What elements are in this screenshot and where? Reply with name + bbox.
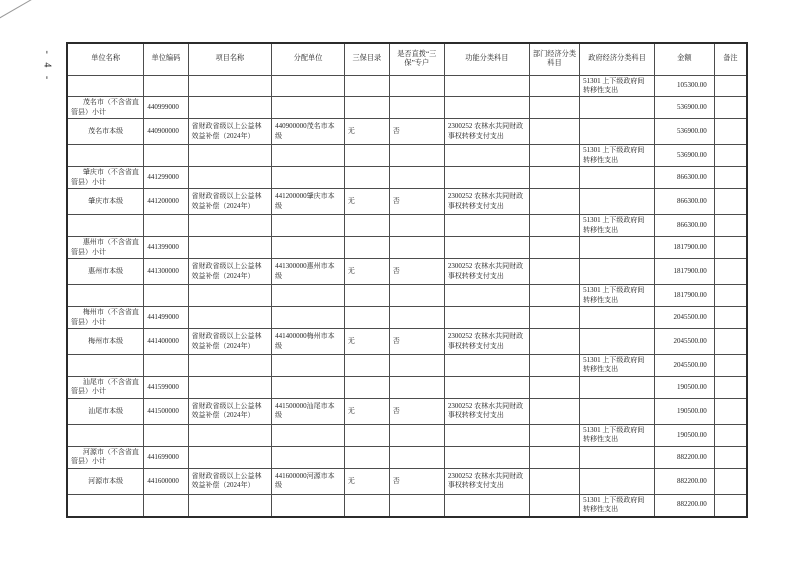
table-header-row <box>67 43 747 75</box>
table-cell: 无 <box>344 189 389 215</box>
table-cell <box>344 97 389 119</box>
column-header-5: 是否直拨“三保”专户 <box>389 43 444 75</box>
table-cell: 51301 上下级政府间转移性支出 <box>580 494 655 516</box>
table-cell <box>529 494 579 516</box>
table-cell <box>714 119 747 145</box>
table-cell: 441200000 <box>144 189 188 215</box>
table-cell <box>444 307 529 329</box>
table-cell <box>580 167 655 189</box>
table-cell <box>188 446 272 468</box>
table-cell <box>714 145 747 167</box>
table-cell <box>444 376 529 398</box>
table-cell <box>344 285 389 307</box>
table-cell <box>444 237 529 259</box>
table-cell <box>67 75 144 97</box>
table-cell: 51301 上下级政府间转移性支出 <box>580 355 655 377</box>
table-cell <box>344 145 389 167</box>
table-cell: 省财政省级以上公益林效益补偿（2024年） <box>188 398 272 424</box>
table-cell <box>714 494 747 516</box>
table-cell <box>580 119 655 145</box>
table-cell <box>444 355 529 377</box>
table-row-subtotal <box>67 237 747 259</box>
table-cell: 梅州市（不含省直管县）小计 <box>67 307 144 329</box>
table-cell <box>580 307 655 329</box>
table-cell: 441299000 <box>144 167 188 189</box>
table-cell <box>344 307 389 329</box>
table-cell: 省财政省级以上公益林效益补偿（2024年） <box>188 259 272 285</box>
table-cell <box>144 215 188 237</box>
table-cell: 茂名市本级 <box>67 119 144 145</box>
table-cell: 882200.00 <box>654 468 714 494</box>
table-cell <box>344 237 389 259</box>
table-cell <box>188 97 272 119</box>
table-cell <box>529 167 579 189</box>
table-cell: 441300000惠州市本级 <box>272 259 345 285</box>
table-cell <box>444 167 529 189</box>
table-row-transfer <box>67 424 747 446</box>
table-cell <box>714 237 747 259</box>
table-cell <box>580 376 655 398</box>
table-cell: 441699000 <box>144 446 188 468</box>
table-cell <box>580 97 655 119</box>
table-cell <box>529 446 579 468</box>
table-cell: 441600000河源市本级 <box>272 468 345 494</box>
table-row-transfer <box>67 494 747 516</box>
table-cell <box>272 167 345 189</box>
table-cell: 无 <box>344 259 389 285</box>
table-cell <box>272 494 345 516</box>
table-cell: 汕尾市（不含省直管县）小计 <box>67 376 144 398</box>
table-cell <box>529 329 579 355</box>
table-cell <box>188 75 272 97</box>
table-cell <box>529 355 579 377</box>
table-cell: 441499000 <box>144 307 188 329</box>
table-cell: 梅州市本级 <box>67 329 144 355</box>
table-cell <box>67 355 144 377</box>
table-row-transfer <box>67 285 747 307</box>
table-cell: 190500.00 <box>654 424 714 446</box>
table-row-transfer <box>67 215 747 237</box>
table-cell <box>144 285 188 307</box>
table-row-subtotal <box>67 376 747 398</box>
table-cell <box>714 424 747 446</box>
table-cell <box>389 75 444 97</box>
table-cell <box>344 446 389 468</box>
table-cell <box>714 468 747 494</box>
table-row-detail <box>67 259 747 285</box>
table-cell: 省财政省级以上公益林效益补偿（2024年） <box>188 189 272 215</box>
table-cell <box>188 145 272 167</box>
table-cell <box>714 259 747 285</box>
table-cell <box>188 376 272 398</box>
table-cell: 441400000 <box>144 329 188 355</box>
table-cell: 441300000 <box>144 259 188 285</box>
table-cell: 51301 上下级政府间转移性支出 <box>580 285 655 307</box>
table-cell: 惠州市本级 <box>67 259 144 285</box>
table-cell <box>529 237 579 259</box>
table-row-detail <box>67 189 747 215</box>
table-cell <box>529 424 579 446</box>
page-number: - 4 - <box>41 50 53 83</box>
column-header-2: 项目名称 <box>188 43 272 75</box>
table-row-detail <box>67 468 747 494</box>
table-cell <box>272 355 345 377</box>
table-cell: 1817900.00 <box>654 237 714 259</box>
table-cell: 否 <box>389 259 444 285</box>
table-cell <box>344 376 389 398</box>
table-cell <box>714 215 747 237</box>
table-cell <box>144 355 188 377</box>
table-cell: 866300.00 <box>654 215 714 237</box>
table-row-subtotal <box>67 97 747 119</box>
table-cell: 2300252 农林水共同财政事权转移支付支出 <box>444 119 529 145</box>
table-cell: 无 <box>344 468 389 494</box>
table-cell: 惠州市（不含省直管县）小计 <box>67 237 144 259</box>
column-header-10: 备注 <box>714 43 747 75</box>
budget-table <box>66 42 748 518</box>
table-cell <box>144 494 188 516</box>
column-header-6: 功能分类科目 <box>444 43 529 75</box>
table-cell <box>714 97 747 119</box>
column-header-1: 单位编码 <box>144 43 188 75</box>
table-cell: 否 <box>389 468 444 494</box>
table-cell: 441600000 <box>144 468 188 494</box>
table-cell: 51301 上下级政府间转移性支出 <box>580 215 655 237</box>
table-cell <box>444 494 529 516</box>
table-cell <box>188 215 272 237</box>
table-cell: 441599000 <box>144 376 188 398</box>
table-cell: 河源市本级 <box>67 468 144 494</box>
table-cell <box>344 215 389 237</box>
table-cell: 536900.00 <box>654 119 714 145</box>
table-cell <box>580 468 655 494</box>
table-cell <box>714 285 747 307</box>
table-cell: 190500.00 <box>654 398 714 424</box>
table-cell: 536900.00 <box>654 97 714 119</box>
column-header-0: 单位名称 <box>67 43 144 75</box>
table-cell: 2300252 农林水共同财政事权转移支付支出 <box>444 329 529 355</box>
table-cell <box>529 119 579 145</box>
table-cell <box>714 398 747 424</box>
table-row-subtotal <box>67 307 747 329</box>
table-row-transfer <box>67 355 747 377</box>
table-cell <box>444 424 529 446</box>
table-cell <box>714 376 747 398</box>
table-cell <box>444 145 529 167</box>
table-cell: 440900000 <box>144 119 188 145</box>
table-cell <box>188 285 272 307</box>
table-cell <box>272 75 345 97</box>
table-cell: 省财政省级以上公益林效益补偿（2024年） <box>188 119 272 145</box>
table-cell <box>389 424 444 446</box>
table-row-detail <box>67 119 747 145</box>
table-cell: 441500000汕尾市本级 <box>272 398 345 424</box>
table-row-detail <box>67 329 747 355</box>
table-cell: 1817900.00 <box>654 259 714 285</box>
table-cell <box>529 376 579 398</box>
table-cell: 866300.00 <box>654 167 714 189</box>
table-cell <box>144 424 188 446</box>
table-cell <box>444 215 529 237</box>
table-cell <box>714 167 747 189</box>
table-cell: 2300252 农林水共同财政事权转移支付支出 <box>444 259 529 285</box>
table-cell <box>529 145 579 167</box>
table-cell <box>529 75 579 97</box>
table-cell <box>272 145 345 167</box>
table-cell <box>529 398 579 424</box>
table-cell <box>389 145 444 167</box>
table-cell: 51301 上下级政府间转移性支出 <box>580 424 655 446</box>
table-cell <box>272 215 345 237</box>
table-cell: 51301 上下级政府间转移性支出 <box>580 145 655 167</box>
table-cell <box>580 446 655 468</box>
table-cell <box>272 307 345 329</box>
table-cell: 茂名市（不含省直管县）小计 <box>67 97 144 119</box>
table-cell <box>389 307 444 329</box>
table-cell <box>67 494 144 516</box>
table-cell: 无 <box>344 398 389 424</box>
table-cell <box>188 237 272 259</box>
table-cell: 无 <box>344 329 389 355</box>
table-cell: 河源市（不含省直管县）小计 <box>67 446 144 468</box>
table-row-subtotal <box>67 446 747 468</box>
table-cell: 536900.00 <box>654 145 714 167</box>
table-cell <box>144 145 188 167</box>
table-cell <box>389 237 444 259</box>
table-cell: 882200.00 <box>654 494 714 516</box>
table-cell <box>188 167 272 189</box>
table-cell <box>389 446 444 468</box>
table-cell: 441399000 <box>144 237 188 259</box>
table-cell <box>389 97 444 119</box>
column-header-4: 三保目录 <box>344 43 389 75</box>
table-cell <box>580 329 655 355</box>
table-cell: 省财政省级以上公益林效益补偿（2024年） <box>188 329 272 355</box>
table-cell: 无 <box>344 119 389 145</box>
table-cell <box>344 75 389 97</box>
table-cell <box>272 446 345 468</box>
table-cell: 441400000梅州市本级 <box>272 329 345 355</box>
table-row-transfer <box>67 75 747 97</box>
table-cell <box>188 494 272 516</box>
table-cell <box>529 307 579 329</box>
table-cell <box>344 167 389 189</box>
table-cell: 1817900.00 <box>654 285 714 307</box>
table-cell <box>714 446 747 468</box>
table-cell: 441200000肇庆市本级 <box>272 189 345 215</box>
table-cell <box>529 189 579 215</box>
column-header-9: 金额 <box>654 43 714 75</box>
table-cell <box>714 355 747 377</box>
table-cell <box>344 494 389 516</box>
table-cell <box>272 376 345 398</box>
table-cell <box>272 237 345 259</box>
table-cell <box>344 355 389 377</box>
table-cell <box>714 75 747 97</box>
scan-edge-artifact <box>0 0 35 20</box>
table-cell <box>529 259 579 285</box>
table-cell <box>389 494 444 516</box>
table-cell <box>67 145 144 167</box>
table-cell <box>389 355 444 377</box>
table-cell <box>444 446 529 468</box>
table-cell: 否 <box>389 329 444 355</box>
table-cell: 190500.00 <box>654 376 714 398</box>
table-body <box>67 75 747 517</box>
table-cell <box>344 424 389 446</box>
column-header-7: 部门经济分类科目 <box>529 43 579 75</box>
table-cell <box>188 424 272 446</box>
table-cell: 2300252 农林水共同财政事权转移支付支出 <box>444 468 529 494</box>
table-cell <box>144 75 188 97</box>
table-cell <box>67 424 144 446</box>
table-cell: 肇庆市（不含省直管县）小计 <box>67 167 144 189</box>
table-cell <box>188 307 272 329</box>
table-cell: 否 <box>389 398 444 424</box>
table-cell: 882200.00 <box>654 446 714 468</box>
table-cell: 2300252 农林水共同财政事权转移支付支出 <box>444 398 529 424</box>
table-cell <box>529 97 579 119</box>
table-cell <box>529 215 579 237</box>
table-cell <box>444 97 529 119</box>
table-row-subtotal <box>67 167 747 189</box>
table-cell <box>714 329 747 355</box>
table-cell: 省财政省级以上公益林效益补偿（2024年） <box>188 468 272 494</box>
table-cell: 2045500.00 <box>654 329 714 355</box>
table-cell <box>580 189 655 215</box>
table-cell <box>580 259 655 285</box>
table-cell: 汕尾市本级 <box>67 398 144 424</box>
table-cell: 105300.00 <box>654 75 714 97</box>
table-cell <box>67 215 144 237</box>
table-cell <box>272 285 345 307</box>
table-cell <box>714 307 747 329</box>
table-cell: 2045500.00 <box>654 355 714 377</box>
table-cell: 否 <box>389 189 444 215</box>
table-cell <box>529 285 579 307</box>
table-cell <box>389 285 444 307</box>
table-cell <box>444 285 529 307</box>
table-cell: 51301 上下级政府间转移性支出 <box>580 75 655 97</box>
column-header-3: 分配单位 <box>272 43 345 75</box>
table-cell <box>188 355 272 377</box>
table-cell <box>389 215 444 237</box>
table-row-detail <box>67 398 747 424</box>
table-cell: 2300252 农林水共同财政事权转移支付支出 <box>444 189 529 215</box>
table-cell <box>714 189 747 215</box>
table-cell: 441500000 <box>144 398 188 424</box>
table-cell: 肇庆市本级 <box>67 189 144 215</box>
table-cell <box>67 285 144 307</box>
table-cell <box>272 424 345 446</box>
table-cell: 440999000 <box>144 97 188 119</box>
table-cell: 2045500.00 <box>654 307 714 329</box>
table-cell <box>529 468 579 494</box>
table-cell <box>444 75 529 97</box>
table-cell: 否 <box>389 119 444 145</box>
column-header-8: 政府经济分类科目 <box>580 43 655 75</box>
table-row-transfer <box>67 145 747 167</box>
table-cell <box>580 398 655 424</box>
table-cell <box>389 167 444 189</box>
table-cell <box>272 97 345 119</box>
table-cell: 866300.00 <box>654 189 714 215</box>
table-cell <box>389 376 444 398</box>
table-cell <box>580 237 655 259</box>
table-cell: 440900000茂名市本级 <box>272 119 345 145</box>
